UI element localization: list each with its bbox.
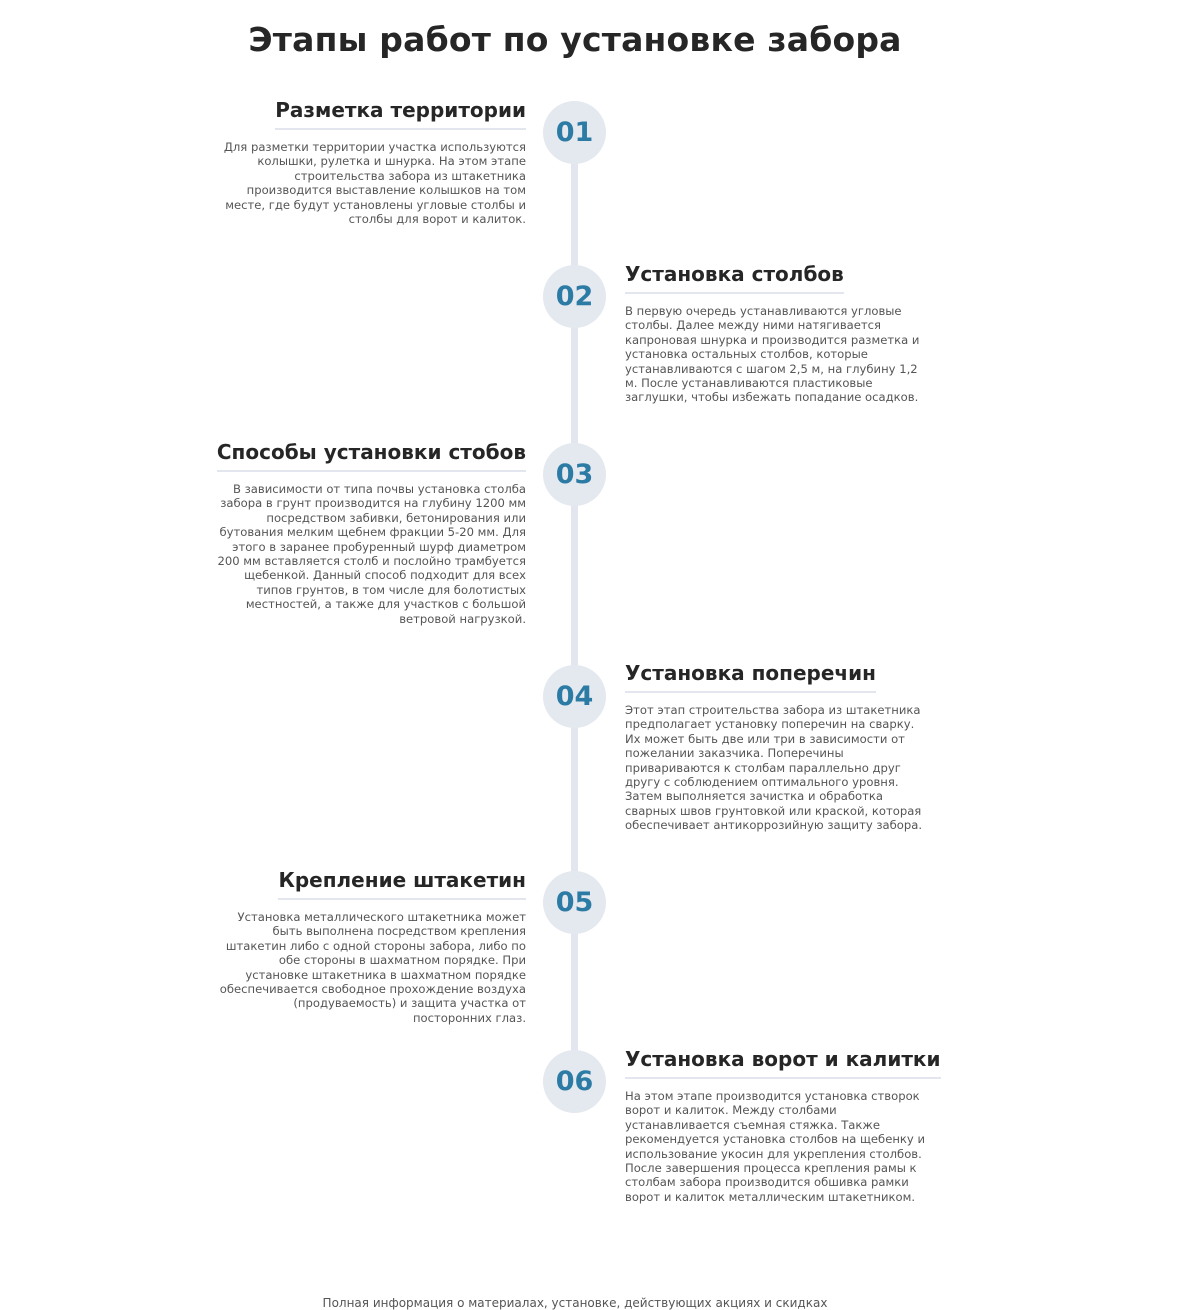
step-title: Способы установки стобов: [217, 440, 526, 472]
step-number-badge: 02: [543, 265, 606, 328]
step-title: Установка поперечин: [625, 661, 876, 693]
step-description: Для разметки территории участка используются колышки, рулетка и шнурка. На этом этапе строительства забора из штакетника производится выставление колышков на том месте, где будут установлены угловые столбы и столбы для ворот и калиток.: [223, 140, 526, 227]
step-block: [625, 1047, 941, 1204]
step-title: Установка ворот и калитки: [625, 1047, 941, 1079]
step-description: Этот этап строительства забора из штакетника предполагает установку поперечин на сварку. Их может быть две или три в зависимости от пожелании заказчика. Поперечины привариваются к столбам параллельно друг другу с соблюдением оптимального уровня. Затем выполняется зачистка и обработка сварных швов грунтовкой или краской, которая обеспечивает антикоррозийную защиту забора.: [625, 703, 923, 833]
footer-text: Полная информация о материалах, установке, действующих акциях и скидках: [322, 1296, 828, 1310]
step-block: [216, 868, 526, 1025]
step-description: На этом этапе производится установка створок ворот и калиток. Между столбами устанавливается съемная стяжка. Также рекомендуется установка столбов на щебенку и использование укосин для укрепления столбов. После завершения процесса крепления рамы к столбам забора производится обшивка рамки ворот и калиток металлическим штакетником.: [625, 1089, 925, 1204]
step-number-badge: 03: [543, 443, 606, 506]
step-title: Установка столбов: [625, 262, 844, 294]
step-block: [216, 98, 526, 226]
step-title: Крепление штакетин: [278, 868, 526, 900]
step-description: Установка металлического штакетника может быть выполнена посредством крепления штакетин либо с одной стороны забора, либо по обе стороны в шахматном порядке. При установке штакетника в шахматном порядке обеспечивается свободное прохождение воздуха (продуваемость) и защита участка от посторонних глаз.: [219, 910, 526, 1025]
step-number-badge: 04: [543, 665, 606, 728]
step-description: В первую очередь устанавливаются угловые столбы. Далее между ними натягивается капроновая шнурка и производится разметка и установка остальных столбов, которые устанавливаются с шагом 2,5 м, на глубину 1,2 м. После устанавливаются пластиковые заглушки, чтобы избежать попадание осадков.: [625, 304, 920, 405]
step-block: [216, 440, 526, 626]
page-title: Этапы работ по установке забора: [248, 20, 902, 59]
step-number-badge: 01: [543, 101, 606, 164]
step-number-badge: 06: [543, 1050, 606, 1113]
step-block: [625, 661, 935, 833]
step-title: Разметка территории: [275, 98, 526, 130]
step-number-badge: 05: [543, 871, 606, 934]
step-description: В зависимости от типа почвы установка столба забора в грунт производится на глубину 1200 мм посредством забивки, бетонирования или бутования мелким щебнем фракции 5-20 мм. Для этого в заранее пробуренный шурф диаметром 200 мм вставляется столб и послойно трамбуется щебенкой. Данный способ подходит для всех типов грунтов, в том числе для болотистых местностей, а также для участков с большой ветровой нагрузкой.: [217, 482, 526, 626]
step-block: [625, 262, 935, 405]
